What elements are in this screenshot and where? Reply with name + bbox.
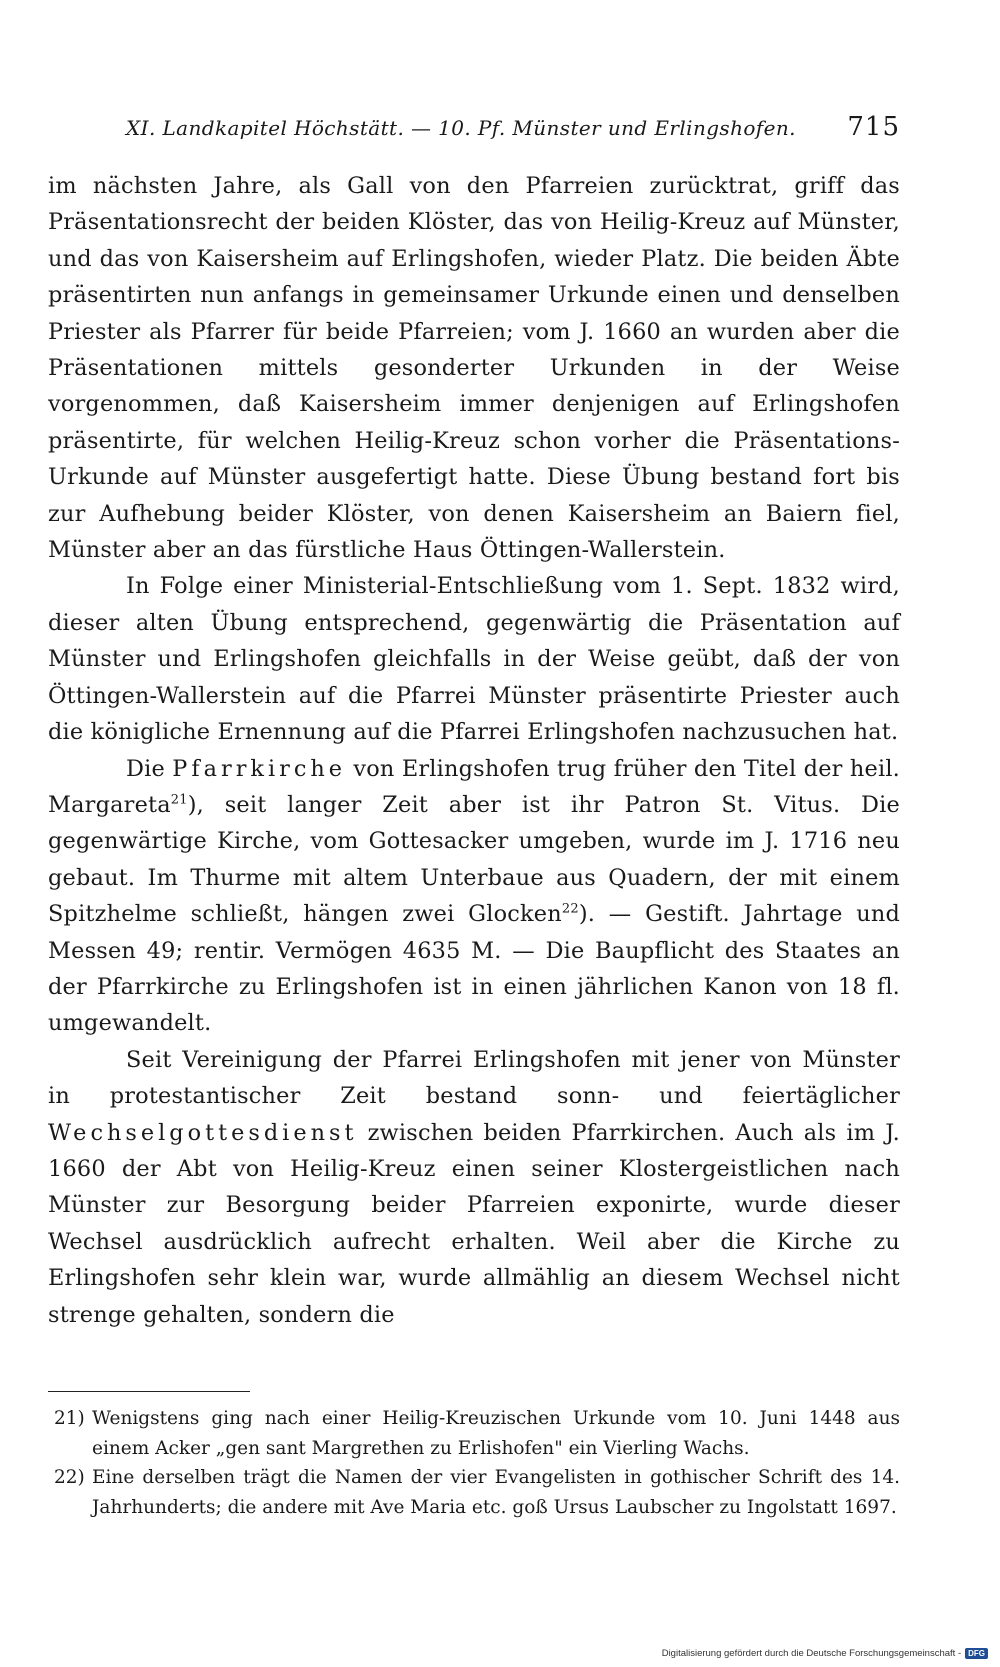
footnote-divider — [48, 1391, 250, 1392]
paragraph-4 — [48, 1042, 900, 1333]
footnotes — [48, 1404, 900, 1522]
emphasis-pfarrkirche: Pfarrkirche — [172, 755, 347, 782]
page-number: 715 — [847, 112, 900, 142]
footnote-21 — [48, 1404, 900, 1463]
book-page — [48, 112, 900, 1522]
paragraph-3-text-c: ), seit langer Zeit aber ist ihr Patron St. Vitus. Die gegenwärtige Kirche, vom Gottesacker umgeben, wurde im J. 1716 neu gebaut. Im Thurme mit altem Unterbaue aus Quadern, der mit einem Spitzhelme schließt, hängen zwei Glocken — [48, 791, 900, 928]
emphasis-wechselgottesdienst: Wechselgottesdienst — [48, 1119, 358, 1146]
page-header — [126, 112, 900, 160]
running-head: XI. Landkapitel Höchstätt. — 10. Pf. Münster und Erlingshofen. — [126, 116, 796, 140]
paragraph-1: im nächsten Jahre, als Gall von den Pfarreien zurücktrat, griff das Präsentationsrecht der beiden Klöster, das von Heilig-Kreuz auf Münster, und das von Kaisersheim auf Erlingshofen, wieder Platz. Die beiden Äbte präsentirten nun anfangs in gemeinsamer Urkunde einen und denselben Priester als Pfarrer für beide Pfarreien; vom J. 1660 an wurden aber die Präsentationen mittels gesonderter Urkunden in der Weise vorgenommen, daß Kaisersheim immer denjenigen auf Erlingshofen präsentirte, für welchen Heilig-Kreuz schon vorher die Präsentations-Urkunde auf Münster ausgefertigt hatte. Diese Übung bestand fort bis zur Aufhebung beider Klöster, von denen Kaisersheim an Baiern fiel, Münster aber an das fürstliche Haus Öttingen-Wallerstein. — [48, 173, 900, 564]
digitization-text: Digitalisierung gefördert durch die Deutsche Forschungsgemeinschaft - — [661, 1648, 962, 1659]
paragraph-3 — [48, 751, 900, 1042]
paragraph-3-text-d: ). — Gestift. Jahrtage und Messen 49; rentir. Vermögen 4635 M. — Die Baupflicht des Staates an der Pfarrkirche zu Erlingshofen ist in einen jährlichen Kanon von 18 fl. umgewandelt. — [48, 901, 900, 1037]
footnote-21-text: Wenigstens ging nach einer Heilig-Kreuzischen Urkunde vom 10. Juni 1448 aus einem Acker „gen sant Margrethen zu Erlishofen" ein Vierling Wachs. — [92, 1408, 900, 1459]
paragraph-2: In Folge einer Ministerial-Entschließung vom 1. Sept. 1832 wird, dieser alten Übung entsprechend, gegenwärtig die Präsentation auf Münster und Erlingshofen gleichfalls in der Weise geübt, daß der von Öttingen-Wallerstein auf die Pfarrei Münster präsentirte Priester auch die königliche Ernennung auf die Pfarrei Erlingshofen nachzusuchen hat. — [48, 573, 900, 746]
footnote-22-marker: 22) — [54, 1467, 85, 1488]
paragraph-4-text-b: zwischen beiden Pfarrkirchen. Auch als im J. 1660 der Abt von Heilig-Kreuz einen seiner Klostergeistlichen nach Münster zur Besorgung beider Pfarreien exponirte, wurde dieser Wechsel ausdrücklich aufrecht erhalten. Weil aber die Kirche zu Erlingshofen sehr klein war, wurde allmählig an diesem Wechsel nicht strenge gehalten, sondern die — [48, 1119, 900, 1328]
footnote-21-marker: 21) — [54, 1408, 85, 1429]
footnote-22 — [48, 1463, 900, 1522]
paragraph-4-text-a: Seit Vereinigung der Pfarrei Erlingshofen mit jener von Münster in protestantischer Zeit bestand sonn- und feiertäglicher — [48, 1046, 900, 1110]
dfg-logo-icon: DFG — [965, 1648, 988, 1659]
footnote-22-text: Eine derselben trägt die Namen der vier Evangelisten in gothischer Schrift des 14. Jahrhunderts; die andere mit Ave Maria etc. goß Ursus Laubscher zu Ingolstatt 1697. — [92, 1467, 900, 1518]
footnote-ref-22: 22 — [561, 901, 579, 917]
footnote-ref-21: 21 — [170, 792, 188, 808]
paragraph-3-text-b: von Erlingshofen trug früher den Titel der heil. Margareta — [48, 755, 900, 818]
digitization-notice — [662, 1648, 988, 1659]
paragraph-3-text-a: Die — [126, 755, 165, 782]
body-text — [48, 168, 900, 1333]
